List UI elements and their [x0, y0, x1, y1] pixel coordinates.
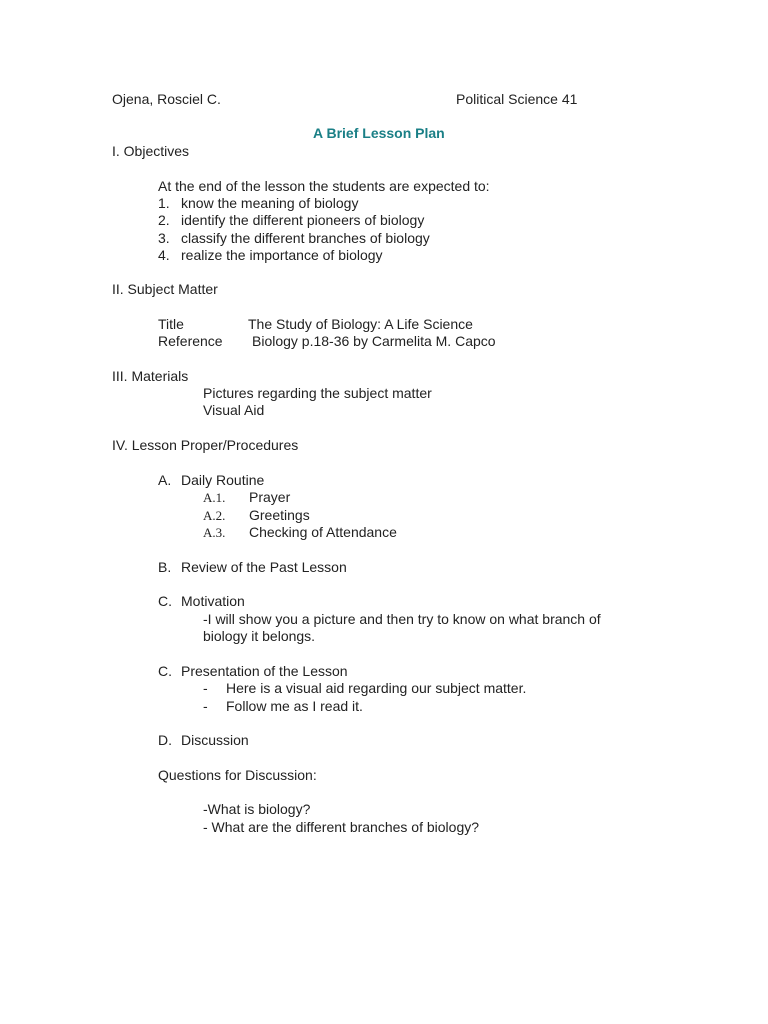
objective-number: 1.: [158, 195, 170, 211]
bullet: -: [203, 680, 208, 696]
material-item: Pictures regarding the subject matter: [203, 385, 432, 401]
section-letter: B.: [158, 559, 172, 575]
motivation-text: biology it belongs.: [203, 628, 316, 644]
bullet: -: [203, 698, 208, 714]
discussion-label: Discussion: [181, 732, 249, 748]
routine-number: A.1.: [203, 490, 226, 505]
motivation-label: Motivation: [181, 593, 245, 609]
title-value: The Study of Biology: A Life Science: [248, 316, 473, 332]
routine-number: A.3.: [203, 525, 226, 540]
section-letter: D.: [158, 732, 172, 748]
routine-item: Prayer: [249, 489, 291, 505]
section-letter: A.: [158, 472, 172, 488]
review-label: Review of the Past Lesson: [181, 559, 347, 575]
presentation-label: Presentation of the Lesson: [181, 663, 348, 679]
daily-routine-label: Daily Routine: [181, 472, 265, 488]
objective-number: 3.: [158, 230, 170, 246]
reference-value: Biology p.18-36 by Carmelita M. Capco: [252, 333, 496, 349]
presentation-item: Follow me as I read it.: [226, 698, 363, 714]
page-title: A Brief Lesson Plan: [313, 125, 445, 141]
procedures-heading: IV. Lesson Proper/Procedures: [112, 437, 299, 453]
author-name: Ojena, Rosciel C.: [112, 91, 221, 107]
objective-item: know the meaning of biology: [181, 195, 359, 211]
objective-item: realize the importance of biology: [181, 247, 383, 263]
objective-item: identify the different pioneers of biology: [181, 212, 425, 228]
motivation-text: -I will show you a picture and then try to know on what branch of: [203, 611, 601, 627]
title-label: Title: [158, 316, 184, 332]
routine-item: Greetings: [249, 507, 310, 523]
section-letter: C.: [158, 663, 172, 679]
objective-number: 4.: [158, 247, 170, 263]
course-name: Political Science 41: [456, 91, 578, 107]
presentation-item: Here is a visual aid regarding our subject matter.: [226, 680, 527, 696]
objectives-intro: At the end of the lesson the students are expected to:: [158, 178, 490, 194]
reference-label: Reference: [158, 333, 223, 349]
objective-item: classify the different branches of biology: [181, 230, 430, 246]
objective-number: 2.: [158, 212, 170, 228]
question-item: - What are the different branches of biology?: [203, 819, 480, 835]
routine-item: Checking of Attendance: [249, 524, 397, 540]
materials-heading: III. Materials: [112, 368, 189, 384]
material-item: Visual Aid: [203, 402, 265, 418]
question-item: -What is biology?: [203, 801, 311, 817]
objectives-heading: I. Objectives: [112, 143, 190, 159]
routine-number: A.2.: [203, 508, 226, 523]
questions-heading: Questions for Discussion:: [158, 767, 317, 783]
section-letter: C.: [158, 593, 172, 609]
subject-matter-heading: II. Subject Matter: [112, 281, 218, 297]
